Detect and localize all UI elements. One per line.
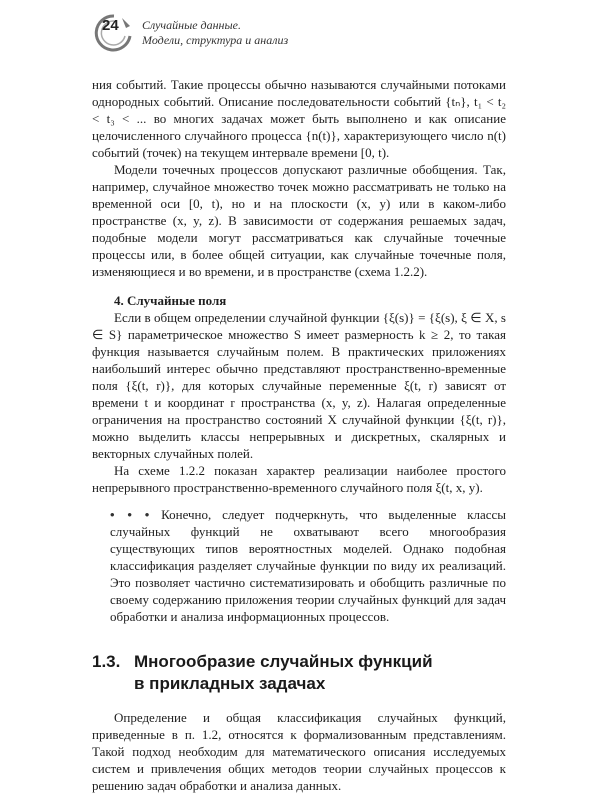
subheading-random-fields: 4. Случайные поля <box>114 293 227 308</box>
note-block <box>110 506 506 625</box>
note-paragraph <box>110 506 506 625</box>
paragraph-5: Определение и общая классификация случайных функций, приведенные в п. 1.2, относятся к формализованным представлениям. Такой подход необходим для математического описания исследуемых систем и привлечения общих методов теории случайных процессов к решению задач обработки и анализа данных. <box>92 710 506 793</box>
paragraph-1: ния событий. Такие процессы обычно называются случайными потоками однородных событий. Описание последовательности событий {tₙ}, t₁ < t₂ < t₃ < ... во многих задачах может быть выполнено и как описание целочисленного случайного процесса {n(t)}, характеризующего число n(t) событий (точек) на текущем интервале времени [0, t). <box>92 77 506 160</box>
section-title <box>92 651 506 695</box>
paragraph-2: Модели точечных процессов допускают различные обобщения. Так, например, случайное множество точек можно рассматривать не только на временной оси [0, t), но и на плоскости (x, y) или в каком-либо пространстве (x, y, z). В зависимости от содержания решаемых задач, подобные модели могут рассматриваться как случайные точечные процессы или, в более общей ситуации, как случайные точечные поля, изменяющиеся и во времени, и в пространстве (схема 1.2.2). <box>92 162 506 279</box>
section-number: 1.3. <box>92 652 121 671</box>
paragraph-3: Если в общем определении случайной функции {ξ(s)} = {ξ(s), ξ ∈ X, s ∈ S} параметрическое множество S имеет размерность k ≥ 2, то такая функция называется случайным полем. В практических приложениях наибольший интерес обычно представляют пространственно-временные поля {ξ(t, r)}, для которых случайные переменные ξ(t, r) зависят от времени t и координат r пространства (x, y, z). Налагая определенные ограничения на пространство состояний X случайной функции {ξ(t, r)}, можно выделить классы непрерывных и дискретных, скалярных и векторных случайных полей. <box>92 310 506 461</box>
section-title-line2: в прикладных задачах <box>134 674 326 693</box>
note-bullet-icon: • • • <box>110 507 151 522</box>
running-title-line2: Модели, структура и анализ <box>142 33 289 47</box>
page-header <box>92 12 572 52</box>
running-title <box>142 18 288 48</box>
page-body <box>92 76 506 794</box>
page-number-badge <box>92 12 136 52</box>
note-text: Конечно, следует подчеркнуть, что выделенные классы случайных функций не охватывают всего многообразия существующих типов вероятностных моделей. Однако подобная классификация разделяет случайные функции по виду их реализаций. Это позволяет частично систематизировать и обобщить различные по своему содержанию приложения теории случайных функций для задач обработки и анализа информационных процессов. <box>110 507 507 624</box>
page-number: 24 <box>102 17 119 34</box>
running-title-line1: Случайные данные. <box>142 18 241 32</box>
section-title-line1: Многообразие случайных функций <box>134 652 433 671</box>
paragraph-4: На схеме 1.2.2 показан характер реализации наиболее простого непрерывного пространственно-временного случайного поля ξ(t, x, y). <box>92 463 506 495</box>
